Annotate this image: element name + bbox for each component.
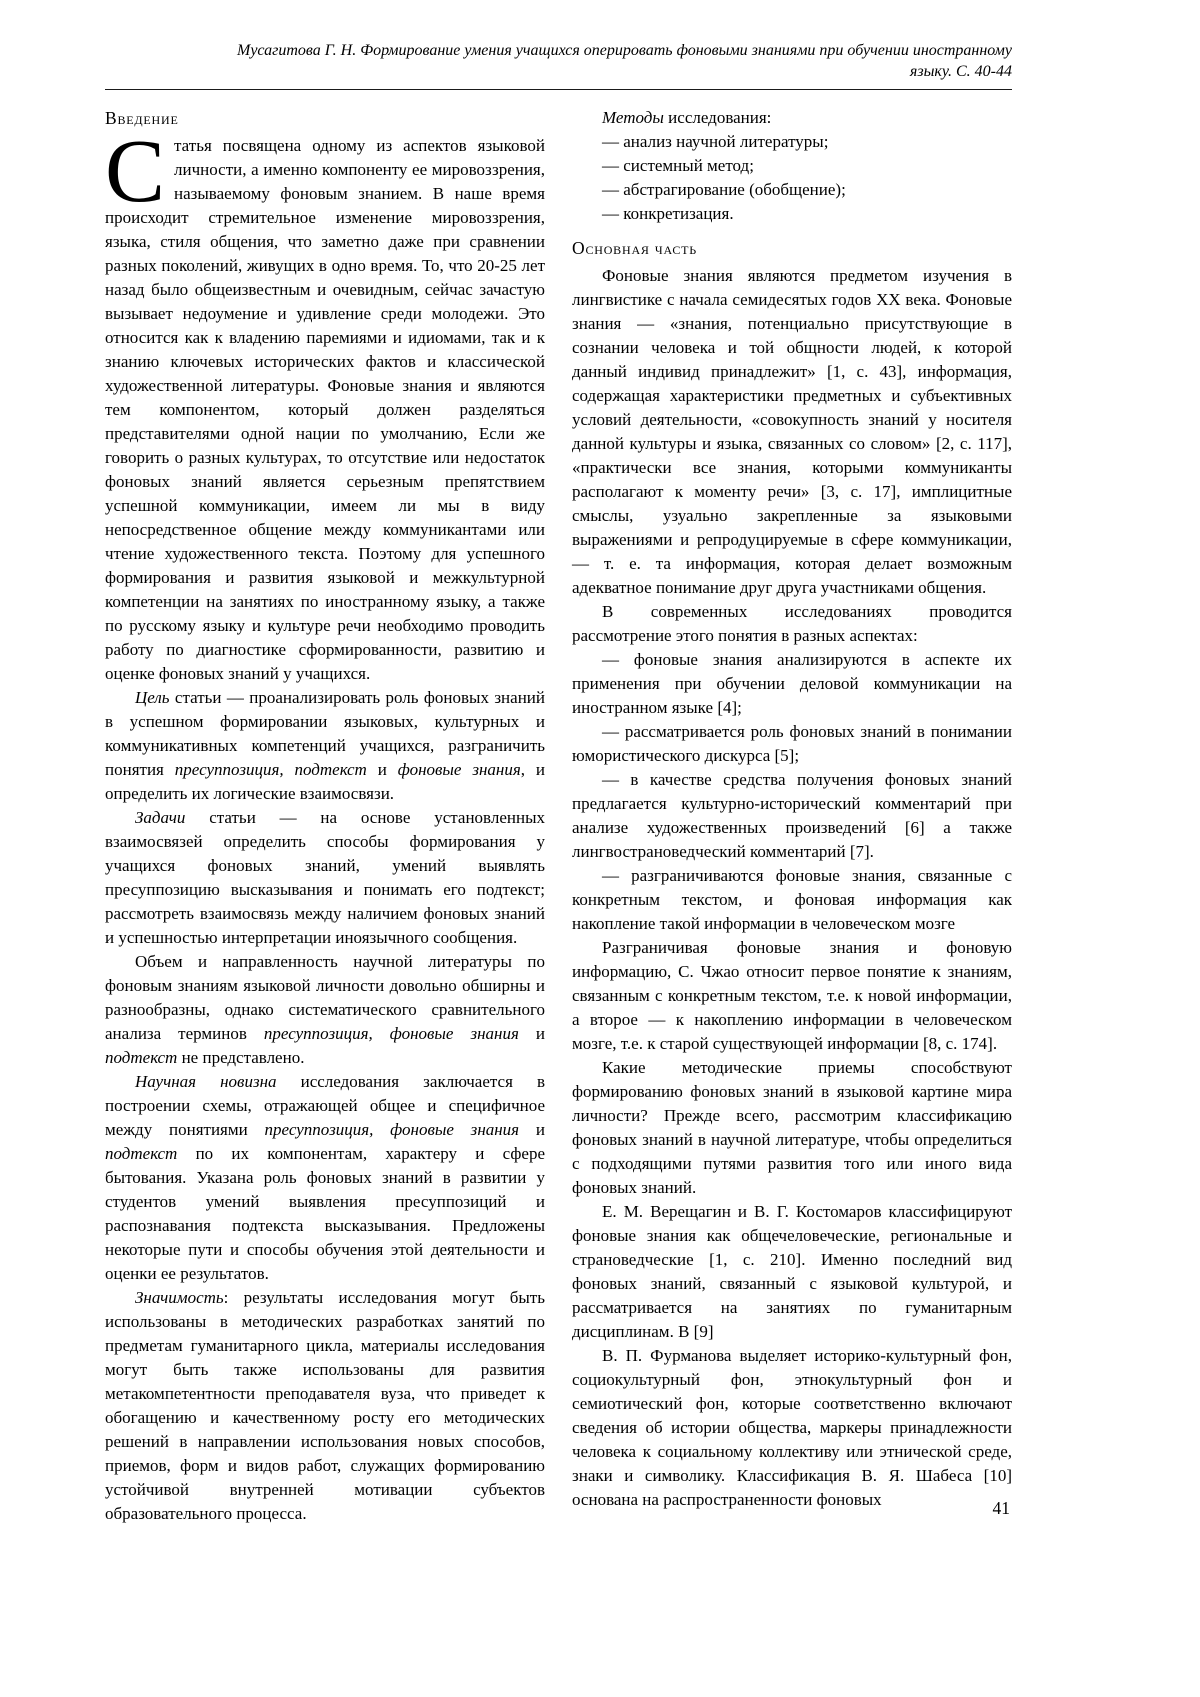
text-run: и — [518, 1024, 545, 1043]
list-item — [572, 154, 1012, 178]
list-item — [572, 864, 1012, 936]
section-heading: Основная часть — [572, 238, 697, 258]
section-heading: Введение — [105, 108, 179, 128]
paragraph — [572, 600, 1012, 648]
paragraph — [105, 122, 545, 686]
paragraph — [572, 1344, 1012, 1512]
list-item — [572, 768, 1012, 864]
paragraph — [572, 936, 1012, 1056]
text-run: — фоновые знания анализируются в аспекте их применения при обучении деловой коммуникации на иностранном языке [4]; — [572, 650, 1012, 717]
text-run: В современных исследованиях проводится рассмотрение этого понятия в разных аспектах: — [572, 602, 1012, 645]
text-run: и — [366, 760, 398, 779]
paragraph — [105, 806, 545, 950]
text-run: Цель — [135, 688, 170, 707]
text-run: по их компонентам, характеру и сфере бытования. Указана роль фоновых знаний в развитии у студентов умений выявления пресуппозиций и распознавания подтекста высказывания. Предложены некоторые пути и способы обучения этой деятельности и оценки ее результатов. — [105, 1144, 545, 1283]
list-item — [572, 130, 1012, 154]
text-run: подтекст — [105, 1144, 178, 1163]
text-run: Объем и направленность научной литературы по фоновым знаниям языковой личности довольно обширны и разнообразны, однако систематического сравнительного анализа терминов — [105, 952, 545, 1043]
text-run: исследования заключается в построении схемы, отражающей общее и специфичное между понятиями — [105, 1072, 545, 1139]
paragraph — [572, 264, 1012, 600]
text-run: В. П. Фурманова выделяет историко-культурный фон, социокультурный фон, этнокультурный фон и семиотический фон, которые соответственно включают сведения об истории общества, маркеры принадлежности человека к социальному коллективу или этнической среде, знаки и символику. Классификация В. Я. Шабеса [10] основана на распространенности фоновых — [572, 1346, 1012, 1509]
text-run: фоновые знания — [397, 760, 521, 779]
text-run: Научная новизна — [135, 1072, 277, 1091]
text-run: не представлено. — [177, 1048, 305, 1067]
right-column — [572, 106, 1012, 1526]
text-run: , и определить их логические взаимосвязи. — [105, 760, 545, 803]
text-run: пресуппозиция, фоновые знания — [263, 1024, 519, 1043]
text-run: татья посвящена одному из аспектов языковой личности, а именно компоненту ее мировоззрения, называемому фоновым знанием. В наше время происходит стремительное изменение мировоззрения, языка, стиля общения, что заметно даже при сравнении разных поколений, живущих в одно время. То, что 20-25 лет назад было общеизвестным и очевидным, сейчас зачастую вызывает недоумение и удивление среди молодежи. Это относится как к владению паремиями и идиомами, так и к знанию ключевых исторических фактов и классической художественной литературы. Фоновые знания и являются тем компонентом, который должен разделяться представителями одной нации по умолчанию, Если же говорить о разных культурах, то отсутствие или недостаток фоновых знаний является серьезным препятствием успешной коммуникации, имеем ли мы в виду непосредственное общение между коммуникантами или чтение художественного текста. Поэтому для успешного формирования и развития языковой и межкультурной компетенции на занятиях по иностранному языку, а также по русскому языку и культуре речи необходимо проводить работу по диагностике сформированности, развитию и оценке фоновых знаний у учащихся. — [105, 136, 545, 683]
text-run: Е. М. Верещагин и В. Г. Костомаров классифицируют фоновые знания как общечеловеческие, региональные и страноведческие [1, с. 210]. Именно последний вид фоновых знаний, связанный с языковой культурой, и рассматривается на занятиях по гуманитарным дисциплинам. В [9] — [572, 1202, 1012, 1341]
text-run: пресуппозиция, подтекст — [174, 760, 367, 779]
text-run: — анализ научной литературы; — [602, 132, 829, 151]
text-run: статьи — на основе установленных взаимосвязей определить способы формирования у учащихся фоновых знаний, умений выявлять пресуппозицию высказывания и понимать его подтекст; рассмотреть взаимосвязь между наличием фоновых знаний и успешностью интерпретации иноязычного сообщения. — [105, 808, 545, 947]
text-run: исследования: — [663, 108, 772, 127]
text-run: Методы — [602, 108, 664, 127]
text-run: — разграничиваются фоновые знания, связанные с конкретным текстом, и фоновая информация как накопление такой информации в человеческом мозге — [572, 866, 1012, 933]
text-run: — системный метод; — [602, 156, 754, 175]
paragraph — [105, 686, 545, 806]
list-item — [572, 720, 1012, 768]
two-column-layout — [105, 106, 1012, 1526]
text-run: и — [519, 1120, 545, 1139]
header-rule — [105, 89, 1012, 90]
text-run: — абстрагирование (обобщение); — [602, 180, 846, 199]
text-run: статьи — проанализировать роль фоновых знаний в успешном формировании языковых, культурных и коммуникативных компетенций учащихся, разграничить понятия — [105, 688, 545, 779]
paragraph — [105, 1070, 545, 1286]
drop-cap: С — [105, 122, 166, 221]
paragraph — [572, 106, 1012, 130]
text-run: Разграничивая фоновые знания и фоновую информацию, С. Чжао относит первое понятие к знаниям, связанным с конкретным текстом, т.е. к новой информации, а второе — к накоплению информации в человеческом мозге, т.е. к старой существующей информации [8, с. 174]. — [572, 938, 1012, 1053]
running-head-line2: языку. С. 40-44 — [909, 63, 1012, 80]
list-item — [572, 202, 1012, 226]
text-run: Задачи — [135, 808, 186, 827]
paragraph — [572, 1056, 1012, 1200]
page-number: 41 — [992, 1498, 1010, 1518]
left-column — [105, 106, 545, 1526]
running-head — [105, 40, 1012, 82]
text-run: — рассматривается роль фоновых знаний в понимании юмористического дискурса [5]; — [572, 722, 1012, 765]
text-run: Фоновые знания являются предметом изучения в лингвистике с начала семидесятых годов XX века. Фоновые знания — «знания, потенциально присутствующие в сознании человека и той общности людей, к которой данный индивид принадлежит» [1, с. 43], информация, содержащая характеристики предметных и субъективных условий деятельности, «совокупность знаний у носителя данной культуры и языка, связанных со словом» [2, с. 117], «практически все знания, которыми коммуниканты располагают к моменту речи» [3, с. 17], имплицитные смыслы, узуально закрепленные за языковыми выражениями и репродуцируемые в сфере коммуникации, — т. е. та информация, которая делает возможным адекватное понимание друг друга участниками общения. — [572, 266, 1012, 597]
paragraph — [572, 1200, 1012, 1344]
running-head-line1: Мусагитова Г. Н. Формирование умения учащихся оперировать фоновыми знаниями при обучении иностранному — [237, 42, 1012, 59]
text-run: подтекст — [105, 1048, 178, 1067]
paragraph — [105, 1286, 545, 1526]
text-run: пресуппозиция, фоновые знания — [264, 1120, 520, 1139]
text-run: Какие методические приемы способствуют формированию фоновых знаний в языковой картине мира личности? Прежде всего, рассмотрим классификацию фоновых знаний в научной литературе, чтобы определиться с подходящими путями развития того или иного вида фоновых знаний. — [572, 1058, 1012, 1197]
text-run: : результаты исследования могут быть использованы в методических разработках занятий по предметам гуманитарного цикла, материалы исследования могут быть также использованы для развития метакомпетентности преподавателя вуза, что приведет к обогащению и качественному росту его методических решений в направлении использования новых способов, приемов, форм и видов работ, служащих формированию устойчивой внутренней мотивации субъектов образовательного процесса. — [105, 1288, 545, 1523]
text-run: — конкретизация. — [602, 204, 734, 223]
paragraph — [105, 950, 545, 1070]
text-run: — в качестве средства получения фоновых знаний предлагается культурно-исторический комментарий при анализе художественных произведений [6] а также лингвострановедческий комментарий [7]. — [572, 770, 1012, 861]
list-item — [572, 648, 1012, 720]
list-item — [572, 178, 1012, 202]
text-run: Значимость — [135, 1288, 224, 1307]
